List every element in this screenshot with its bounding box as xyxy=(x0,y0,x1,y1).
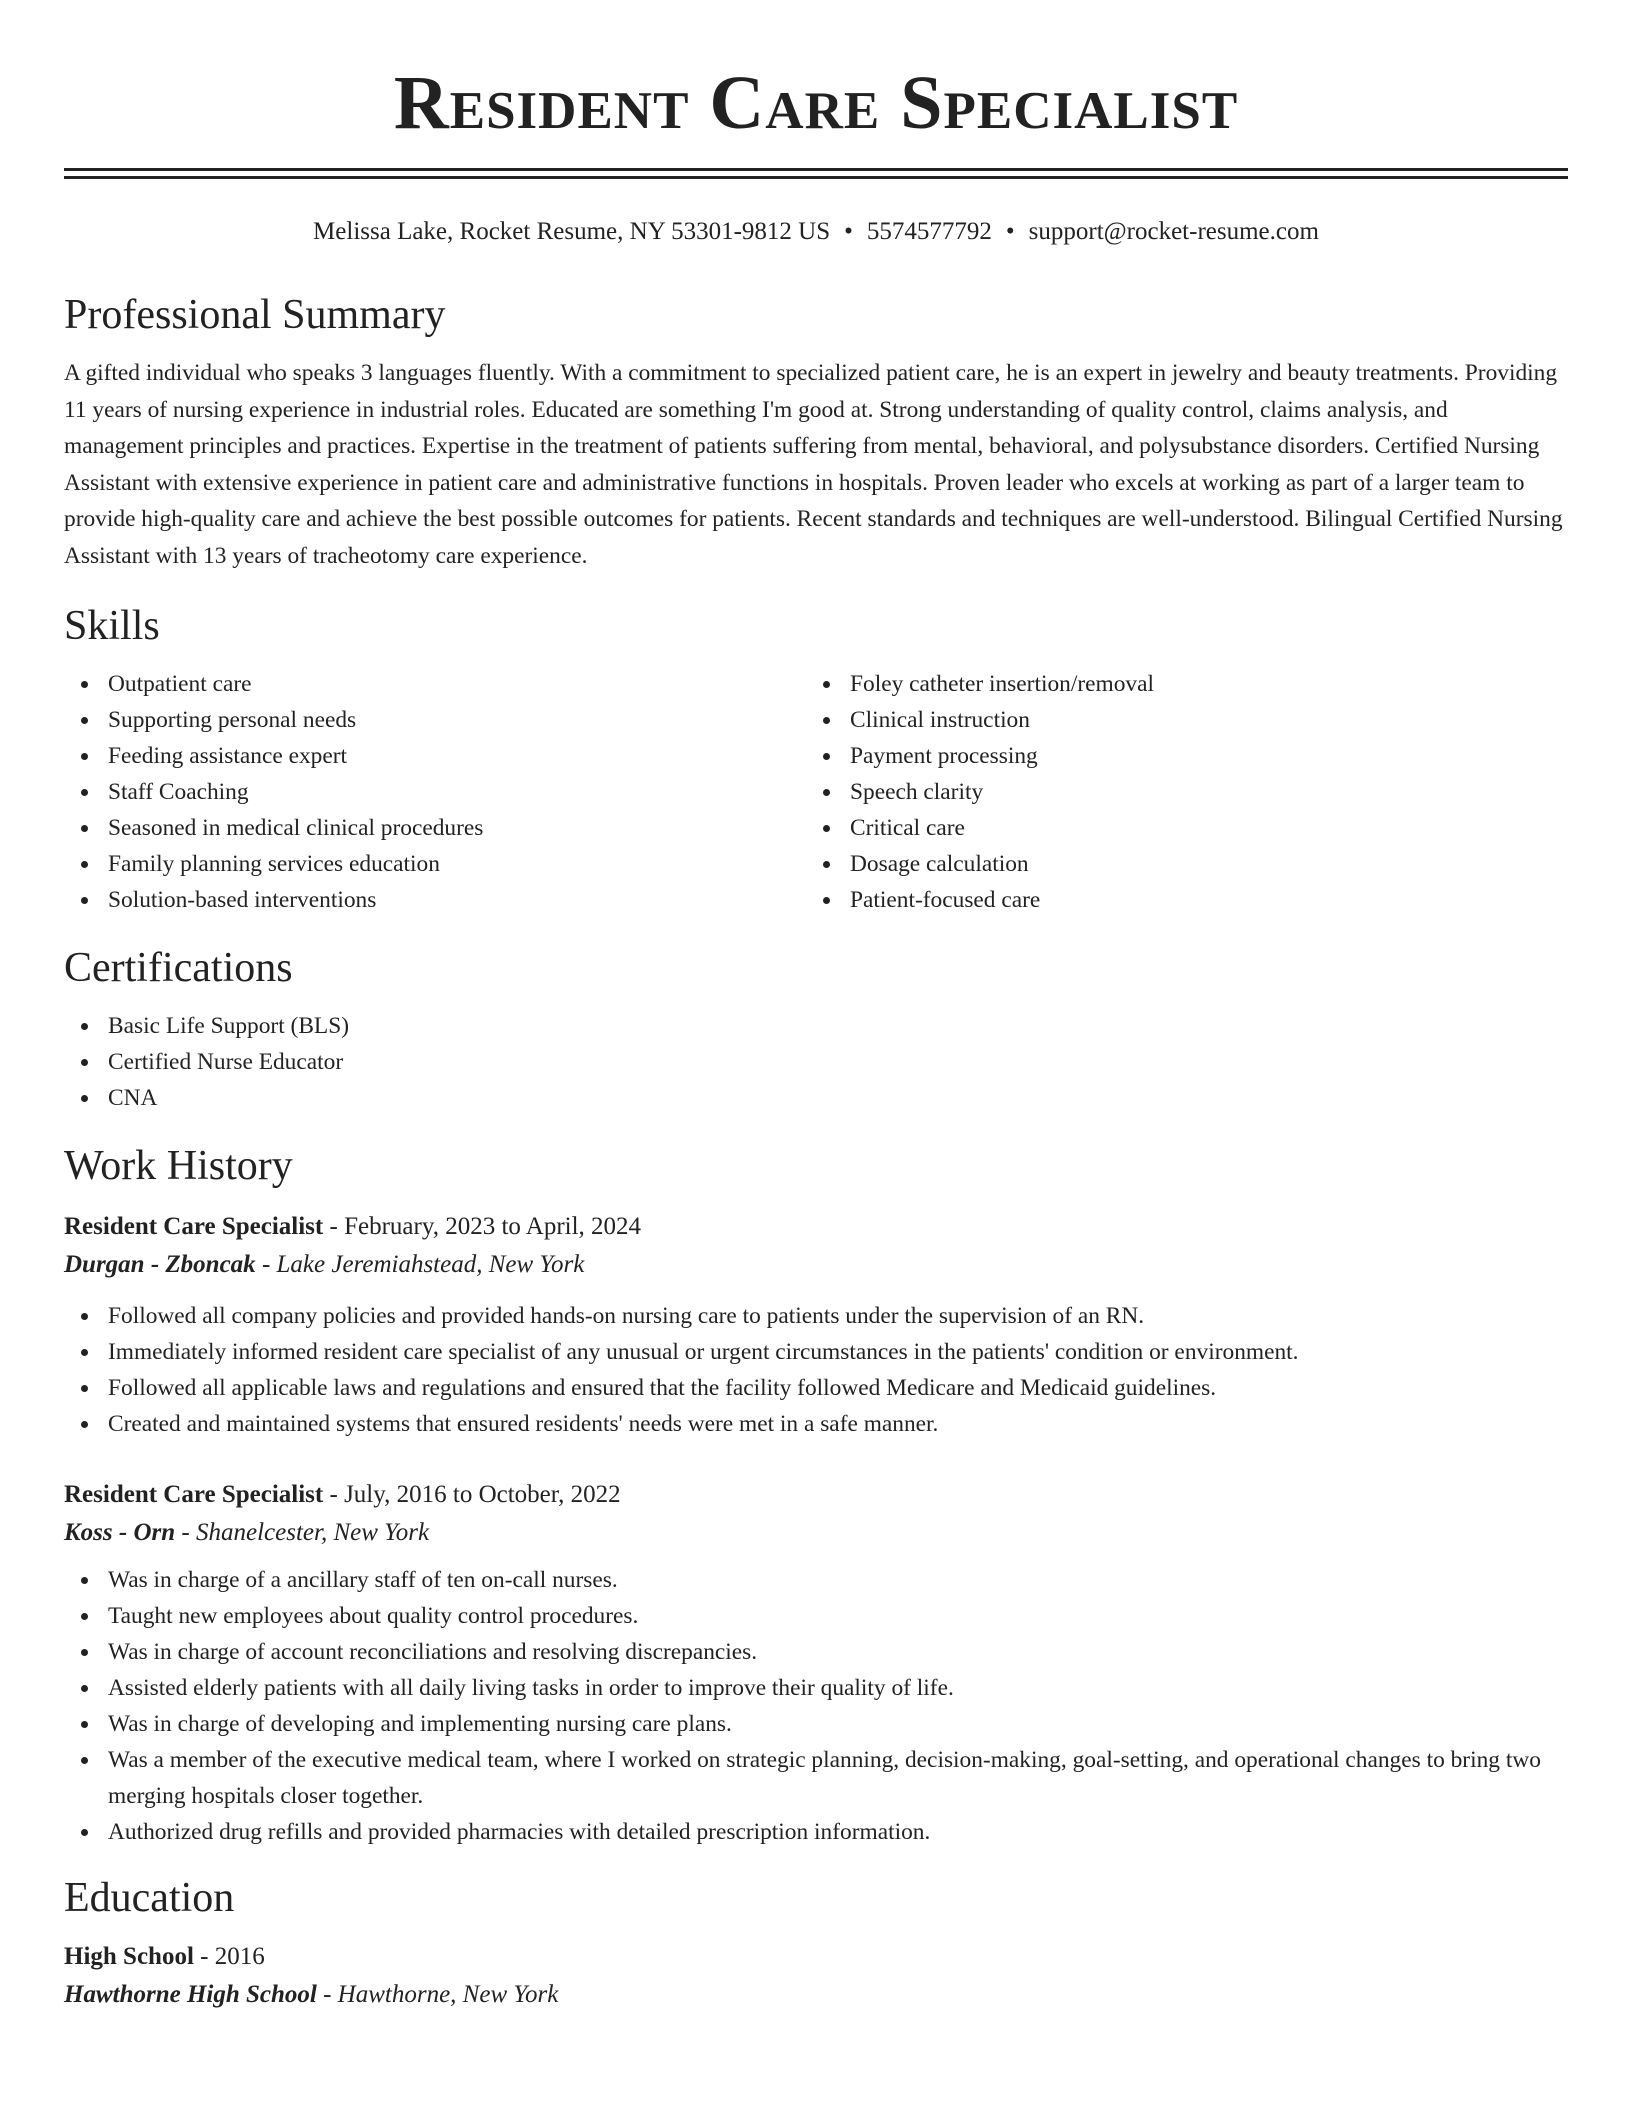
education-location: - Hawthorne, New York xyxy=(316,1981,559,2008)
education-year: - 2016 xyxy=(193,1943,265,1970)
job-duty: Was in charge of account reconciliations and resolving discrepancies. xyxy=(64,1634,1568,1670)
education-school: Hawthorne High School xyxy=(64,1981,317,2008)
contact-phone: 5574577792 xyxy=(866,218,992,245)
resume-page xyxy=(64,0,1568,2014)
title-divider-thin xyxy=(64,176,1568,179)
summary-heading: Professional Summary xyxy=(64,292,446,338)
work-history-section xyxy=(64,1140,1568,1850)
skills-section xyxy=(64,600,1568,918)
job-dates: - July, 2016 to October, 2022 xyxy=(323,1481,621,1508)
education-heading: Education xyxy=(64,1875,235,1921)
skills-heading: Skills xyxy=(64,603,160,649)
job-duty: Was a member of the executive medical team, where I worked on strategic planning, decision-making, goal-setting, and operational changes to bring two merging hospitals closer together. xyxy=(64,1742,1568,1814)
certifications-section xyxy=(64,942,1568,1116)
skill-item: Solution-based interventions xyxy=(64,882,806,918)
job-title-line xyxy=(64,1476,1568,1514)
skill-item: Feeding assistance expert xyxy=(64,738,806,774)
skills-list-left xyxy=(64,666,806,918)
work-history-heading: Work History xyxy=(64,1143,293,1189)
education-section xyxy=(64,1872,1568,2014)
job-duty: Created and maintained systems that ensured residents' needs were met in a safe manner. xyxy=(64,1406,1568,1442)
certifications-heading: Certifications xyxy=(64,945,293,991)
contact-separator: • xyxy=(844,218,853,245)
job-location: - Shanelcester, New York xyxy=(175,1519,430,1546)
job-company: Koss - Orn xyxy=(64,1519,176,1546)
job-duty: Was in charge of developing and implementing nursing care plans. xyxy=(64,1706,1568,1742)
skill-item: Payment processing xyxy=(806,738,1548,774)
job-duty: Was in charge of a ancillary staff of ten on-call nurses. xyxy=(64,1562,1568,1598)
certification-item: CNA xyxy=(64,1080,1568,1116)
education-school-line xyxy=(64,1976,1568,2014)
skill-item: Family planning services education xyxy=(64,846,806,882)
job-duty: Taught new employees about quality control procedures. xyxy=(64,1598,1568,1634)
job-title: Resident Care Specialist xyxy=(64,1213,324,1240)
certification-item: Certified Nurse Educator xyxy=(64,1044,1568,1080)
education-entry xyxy=(64,1938,1568,2014)
job-duty: Followed all company policies and provided hands-on nursing care to patients under the supervision of an RN. xyxy=(64,1298,1568,1334)
skills-columns xyxy=(64,666,1568,918)
summary-section xyxy=(64,289,1568,574)
skill-item: Critical care xyxy=(806,810,1548,846)
summary-text: A gifted individual who speaks 3 languages fluently. With a commitment to specialized patient care, he is an expert in jewelry and beauty treatments. Providing 11 years of nursing experience in industrial roles. Educated are something I'm good at. Strong understanding of quality control, claims analysis, and management principles and practices. Expertise in the treatment of patients suffering from mental, behavioral, and polysubstance disorders. Certified Nursing Assistant with extensive experience in patient care and administrative functions in hospitals. Proven leader who excels at working as part of a larger team to provide high-quality care and achieve the best possible outcomes for patients. Recent standards and techniques are well-understood. Bilingual Certified Nursing Assistant with 13 years of tracheotomy care experience. xyxy=(64,360,1563,569)
skill-item: Outpatient care xyxy=(64,666,806,702)
job-title-line xyxy=(64,1208,1568,1246)
job-entry xyxy=(64,1208,1568,1442)
job-duty: Immediately informed resident care specialist of any unusual or urgent circumstances in the patients' condition or environment. xyxy=(64,1334,1568,1370)
skill-item: Staff Coaching xyxy=(64,774,806,810)
job-company-line xyxy=(64,1246,1568,1284)
contact-email: support@rocket-resume.com xyxy=(1028,218,1319,245)
job-duties-list xyxy=(64,1562,1568,1850)
skill-item: Clinical instruction xyxy=(806,702,1548,738)
skill-item: Seasoned in medical clinical procedures xyxy=(64,810,806,846)
job-company: Durgan - Zboncak xyxy=(64,1251,256,1278)
skill-item: Speech clarity xyxy=(806,774,1548,810)
skill-item: Supporting personal needs xyxy=(64,702,806,738)
job-company-line xyxy=(64,1514,1568,1552)
skills-list-right xyxy=(806,666,1548,918)
job-dates: - February, 2023 to April, 2024 xyxy=(323,1213,642,1240)
job-duty: Followed all applicable laws and regulations and ensured that the facility followed Medicare and Medicaid guidelines. xyxy=(64,1370,1568,1406)
job-duties-list xyxy=(64,1298,1568,1442)
job-title: Resident Care Specialist xyxy=(64,1481,324,1508)
contact-line xyxy=(64,215,1568,249)
job-location: - Lake Jeremiahstead, New York xyxy=(255,1251,585,1278)
resume-title: Resident Care Specialist xyxy=(393,61,1239,145)
job-entry xyxy=(64,1476,1568,1850)
education-degree-line xyxy=(64,1938,1568,1976)
certifications-list xyxy=(64,1008,1568,1116)
skill-item: Dosage calculation xyxy=(806,846,1548,882)
job-duty: Assisted elderly patients with all daily living tasks in order to improve their quality of life. xyxy=(64,1670,1568,1706)
contact-address: Melissa Lake, Rocket Resume, NY 53301-9812 US xyxy=(313,218,831,245)
skill-item: Patient-focused care xyxy=(806,882,1548,918)
certification-item: Basic Life Support (BLS) xyxy=(64,1008,1568,1044)
education-degree: High School xyxy=(64,1943,194,1970)
title-divider-thick xyxy=(64,168,1568,171)
contact-separator: • xyxy=(1005,218,1015,245)
skill-item: Foley catheter insertion/removal xyxy=(806,666,1548,702)
job-duty: Authorized drug refills and provided pharmacies with detailed prescription information. xyxy=(64,1814,1568,1850)
